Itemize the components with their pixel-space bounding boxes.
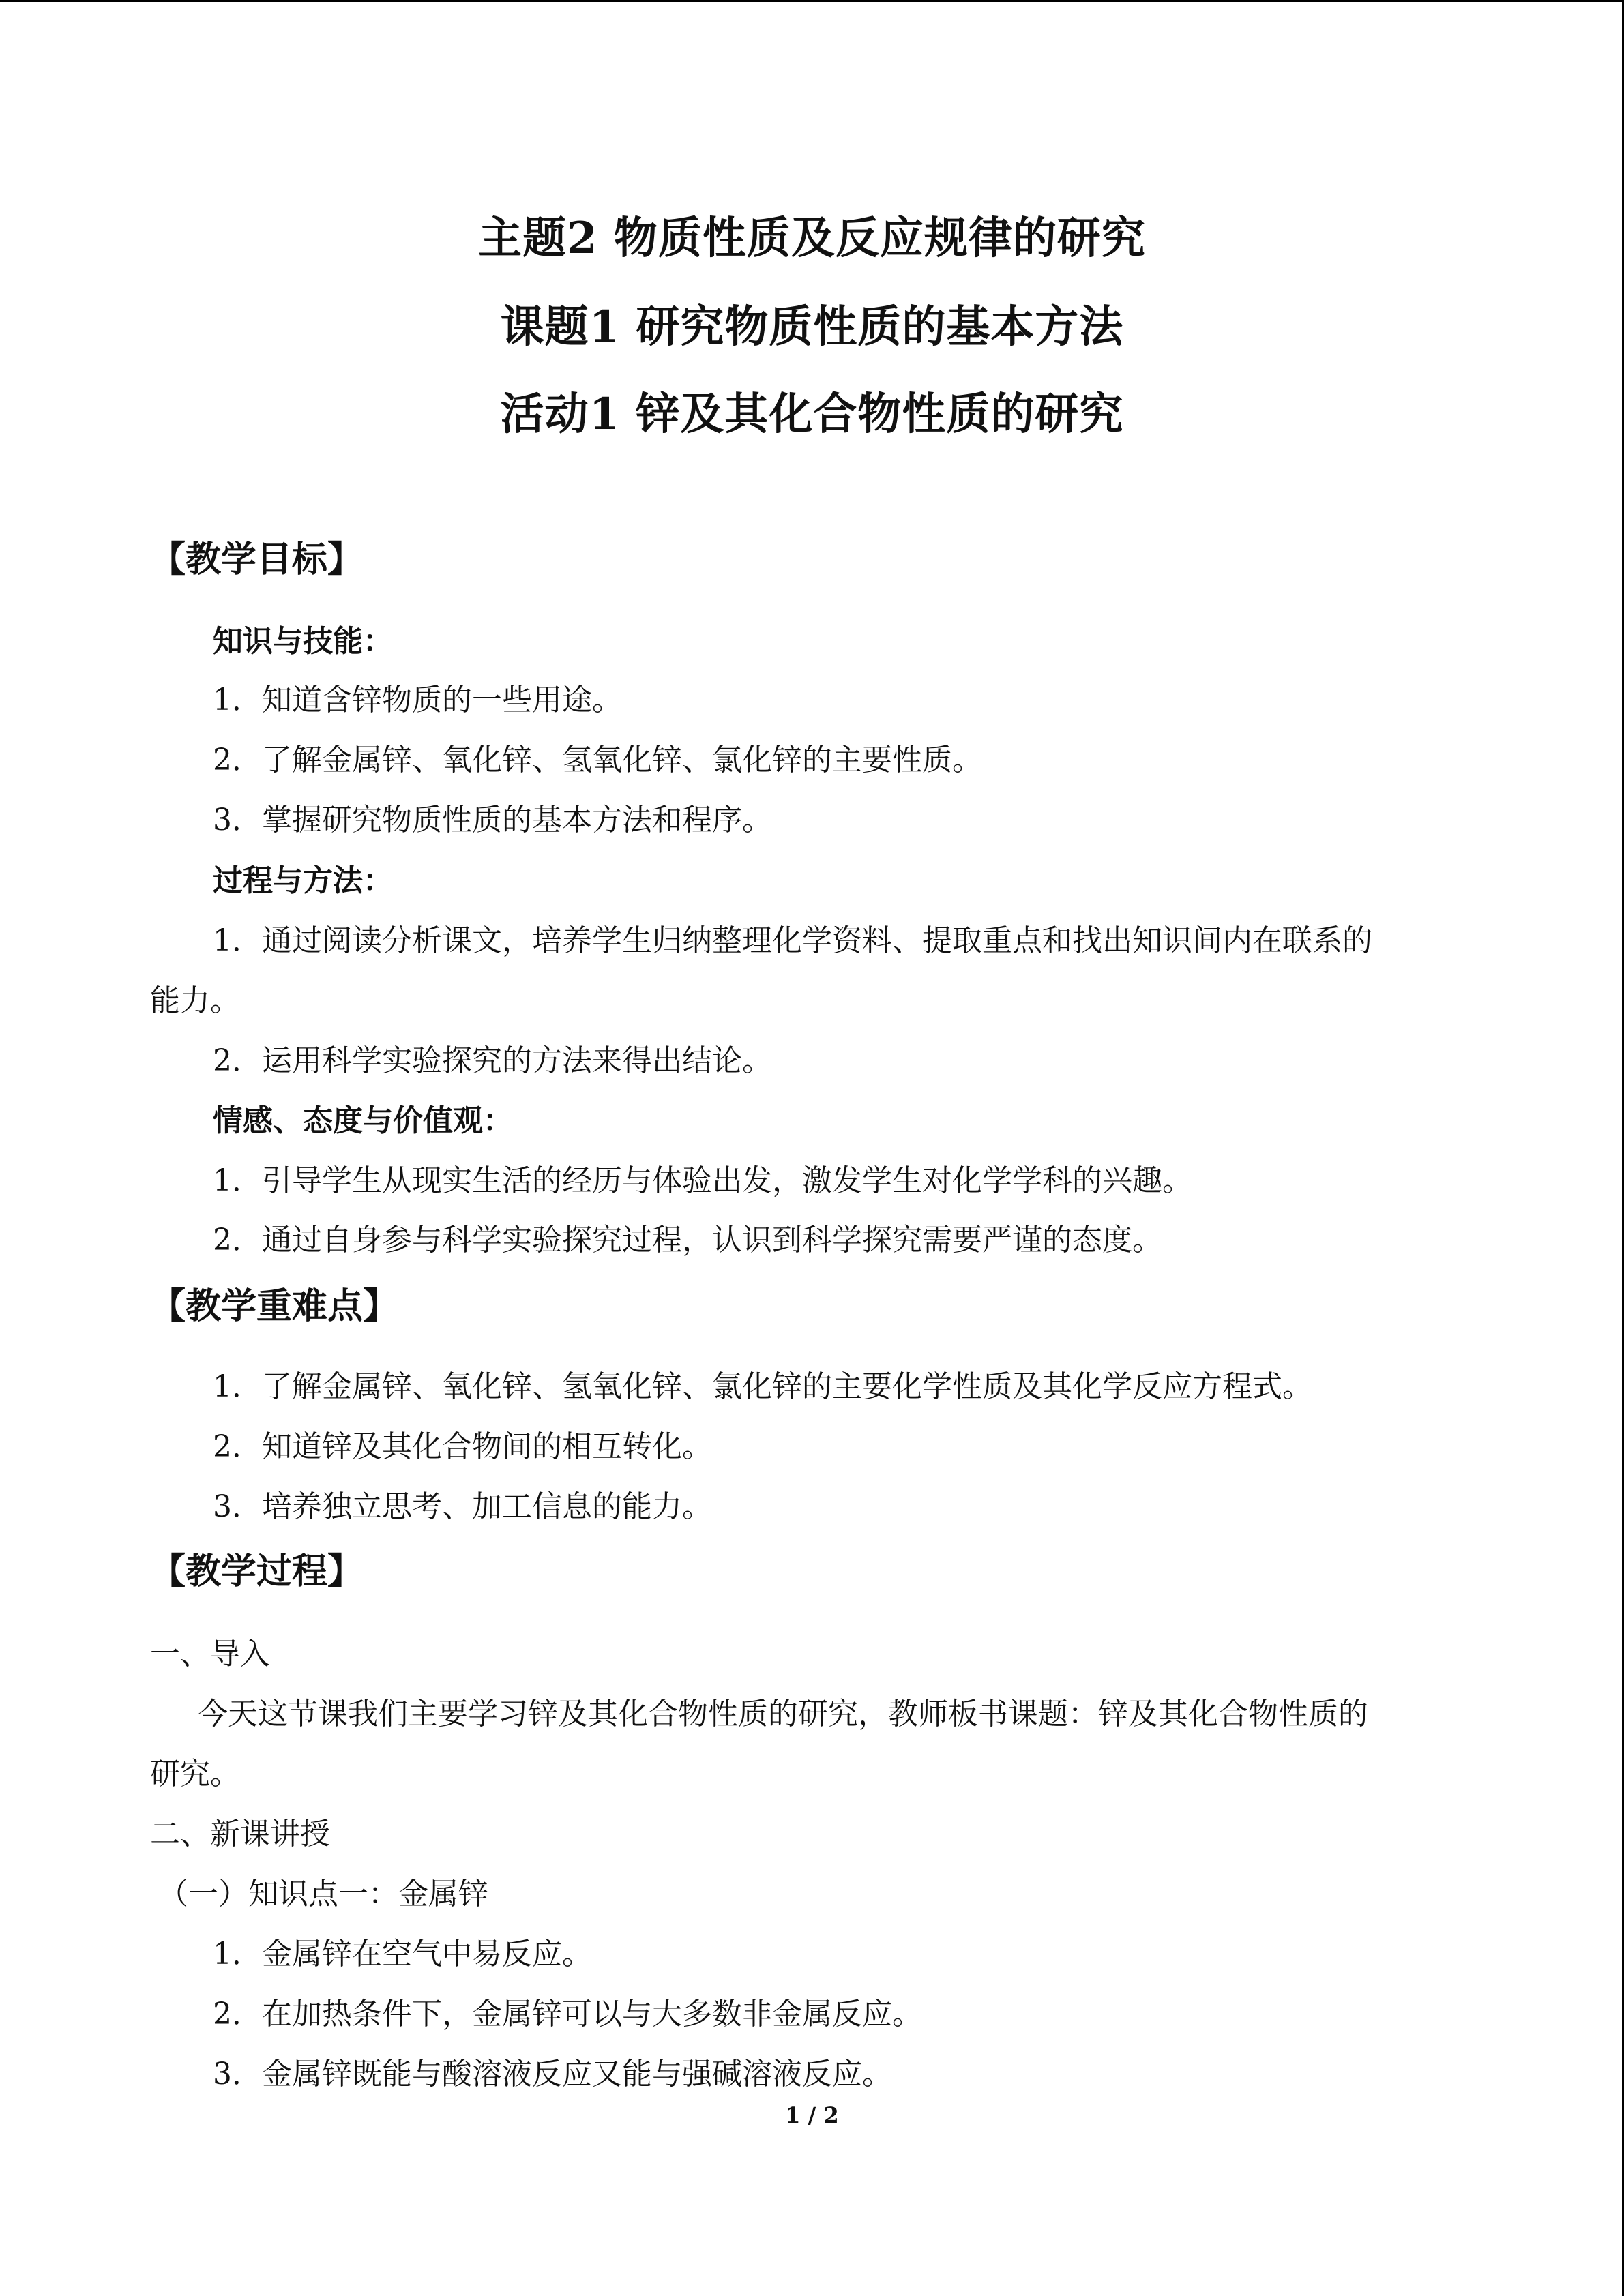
list-item: 3．培养独立思考、加工信息的能力。 — [213, 1489, 712, 1524]
step-title-intro: 一、导入 — [150, 1637, 270, 1671]
list-item: 3．掌握研究物质性质的基本方法和程序。 — [213, 803, 772, 837]
list-item: 2．知道锌及其化合物间的相互转化。 — [213, 1429, 712, 1464]
subheading-knowledge: 知识与技能： — [213, 624, 393, 659]
document-title-theme: 主题2 物质性质及反应规律的研究 — [478, 213, 1146, 264]
page-number: 1 / 2 — [785, 2102, 839, 2128]
list-item: 1．知道含锌物质的一些用途。 — [213, 683, 622, 717]
section-heading-objectives: 【教学目标】 — [150, 539, 364, 580]
paragraph-line: 今天这节课我们主要学习锌及其化合物性质的研究，教师板书课题：锌及其化合物性质的 — [198, 1697, 1368, 1731]
knowledge-point-title: （一）知识点一：金属锌 — [158, 1877, 488, 1911]
list-item: 1．金属锌在空气中易反应。 — [213, 1937, 592, 1971]
document-title-topic: 课题1 研究物质性质的基本方法 — [500, 301, 1124, 353]
list-item: 1．通过阅读分析课文，培养学生归纳整理化学资料、提取重点和找出知识间内在联系的 — [213, 923, 1372, 958]
list-item: 2．通过自身参与科学实验探究过程，认识到科学探究需要严谨的态度。 — [213, 1223, 1162, 1257]
section-heading-process: 【教学过程】 — [150, 1551, 364, 1592]
list-item: 2．在加热条件下，金属锌可以与大多数非金属反应。 — [213, 1997, 922, 2031]
section-heading-key-points: 【教学重难点】 — [150, 1285, 399, 1327]
list-item: 1．引导学生从现实生活的经历与体验出发，激发学生对化学学科的兴趣。 — [213, 1163, 1192, 1198]
list-item-continuation: 能力。 — [150, 983, 240, 1018]
subheading-process: 过程与方法： — [213, 863, 393, 898]
list-item: 2．了解金属锌、氧化锌、氢氧化锌、氯化锌的主要性质。 — [213, 743, 982, 777]
list-item: 1．了解金属锌、氧化锌、氢氧化锌、氯化锌的主要化学性质及其化学反应方程式。 — [213, 1369, 1312, 1404]
step-title-new-lesson: 二、新课讲授 — [150, 1817, 330, 1851]
subheading-emotion: 情感、态度与价值观： — [213, 1103, 513, 1138]
paragraph-line: 研究。 — [150, 1757, 240, 1791]
list-item: 3．金属锌既能与酸溶液反应又能与强碱溶液反应。 — [213, 2057, 892, 2091]
document-title-activity: 活动1 锌及其化合物性质的研究 — [500, 389, 1124, 440]
list-item: 2．运用科学实验探究的方法来得出结论。 — [213, 1043, 772, 1078]
